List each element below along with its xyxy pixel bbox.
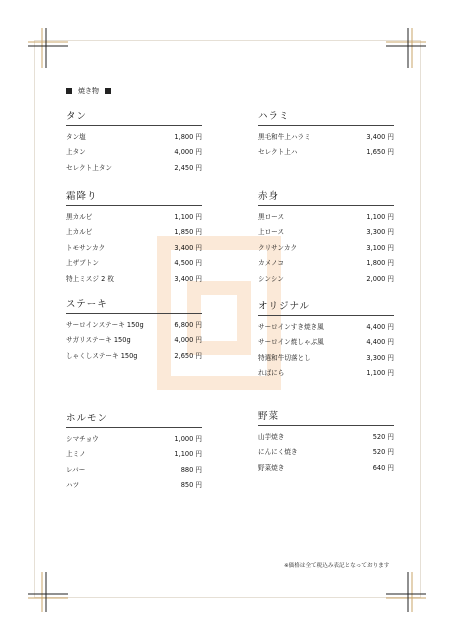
- list-item: レバー 880 円: [66, 465, 202, 474]
- list-item: 上カルビ 1,850 円: [66, 228, 202, 237]
- menu-heading: [66, 86, 111, 96]
- list-item: セレクト上ハ 1,650 円: [258, 148, 394, 157]
- corner-ornament-top-right-icon: [386, 28, 426, 68]
- list-item: ハツ 850 円: [66, 481, 202, 490]
- list-item: 山芋焼き 520 円: [258, 433, 394, 441]
- list-item: サーロインすき焼き風 4,400 円: [258, 323, 394, 331]
- tax-note: ※価格は全て税込み表記となっております: [284, 563, 390, 569]
- section-title: オリジナル: [258, 298, 394, 316]
- section-yasai: [258, 408, 394, 478]
- menu-heading-text: 焼き物: [78, 87, 99, 95]
- list-item: 上ロース 3,300 円: [258, 228, 394, 237]
- corner-ornament-bottom-left-icon: [28, 572, 68, 612]
- list-item: 黒毛和牛上ハラミ 3,400 円: [258, 133, 394, 141]
- list-item: 上ミノ 1,100 円: [66, 450, 202, 459]
- section-title: 野菜: [258, 408, 394, 426]
- list-item: サーロイン焼しゃぶ風 4,400 円: [258, 338, 394, 347]
- square-bullet-icon: [66, 88, 72, 94]
- corner-ornament-bottom-right-icon: [386, 572, 426, 612]
- section-original: [258, 298, 394, 384]
- section-tan: [66, 108, 202, 178]
- section-harami: [258, 108, 394, 163]
- list-item: タン塩 1,800 円: [66, 133, 202, 141]
- square-bullet-icon: [105, 88, 111, 94]
- section-title: 赤身: [258, 188, 394, 206]
- section-title: ステーキ: [66, 296, 202, 314]
- list-item: クリサンカク 3,100 円: [258, 243, 394, 252]
- list-item: 特選和牛切落とし 3,300 円: [258, 353, 394, 362]
- section-title: 霜降り: [66, 188, 202, 206]
- section-steak: [66, 296, 202, 366]
- list-item: ればにら 1,100 円: [258, 369, 394, 378]
- list-item: 上タン 4,000 円: [66, 148, 202, 157]
- list-item: 上ザブトン 4,500 円: [66, 259, 202, 268]
- list-item: シマチョウ 1,000 円: [66, 435, 202, 443]
- section-title: タン: [66, 108, 202, 126]
- section-shimofuri: [66, 188, 202, 289]
- list-item: 特上ミスジ 2 枚 3,400 円: [66, 274, 202, 283]
- section-akami: [258, 188, 394, 289]
- list-item: 黒カルビ 1,100 円: [66, 213, 202, 221]
- list-item: シンシン 2,000 円: [258, 274, 394, 283]
- list-item: にんにく焼き 520 円: [258, 448, 394, 457]
- list-item: しゃくしステーキ 150g 2,650 円: [66, 351, 202, 360]
- list-item: 野菜焼き 640 円: [258, 463, 394, 472]
- list-item: セレクト上タン 2,450 円: [66, 163, 202, 172]
- section-horumon: [66, 410, 202, 496]
- list-item: 黒ロース 1,100 円: [258, 213, 394, 221]
- section-title: ホルモン: [66, 410, 202, 428]
- list-item: サガリステーキ 150g 4,000 円: [66, 336, 202, 345]
- list-item: トモサンカク 3,400 円: [66, 243, 202, 252]
- corner-ornament-top-left-icon: [28, 28, 68, 68]
- list-item: サーロインステーキ 150g 6,800 円: [66, 321, 202, 329]
- section-title: ハラミ: [258, 108, 394, 126]
- list-item: カメノコ 1,800 円: [258, 259, 394, 268]
